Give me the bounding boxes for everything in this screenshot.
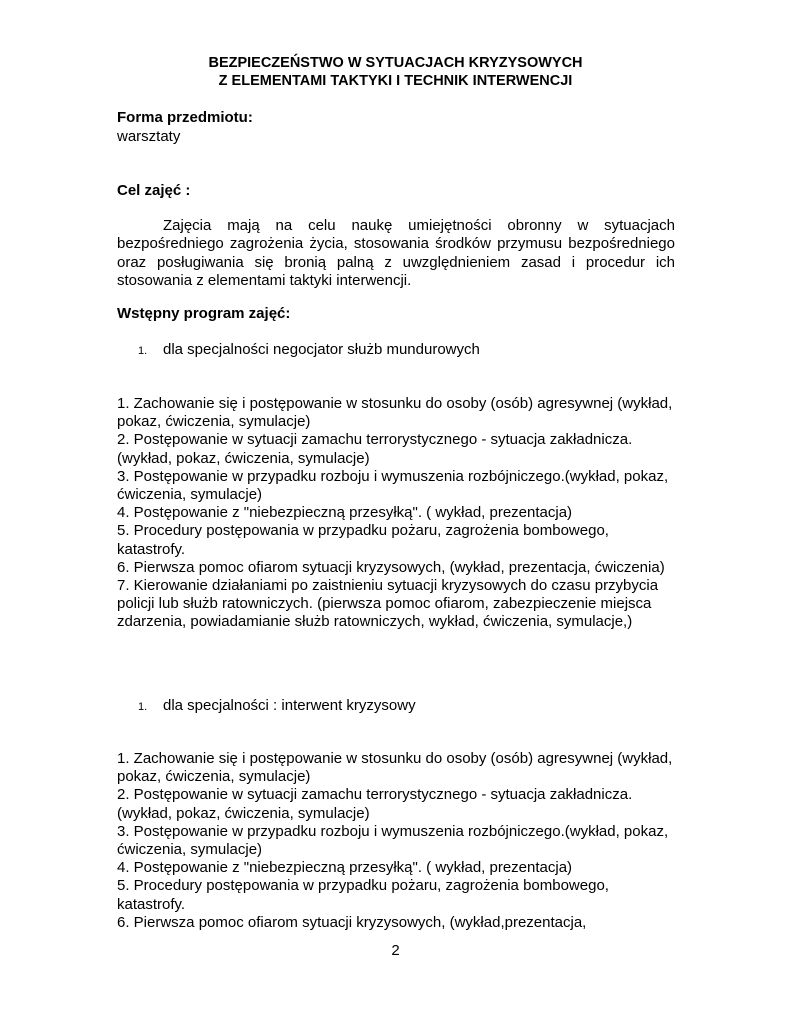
list-item: 6. Pierwsza pomoc ofiarom sytuacji kryzysowych, (wykład, prezentacja, ćwiczenia) bbox=[117, 558, 665, 576]
cel-paragraph: Zajęcia mają na celu naukę umiejętności obronny w sytuacjach bezpośredniego zagrożenia życia, stosowania środków przymusu bezpośredniego oraz posługiwania się bronią palną z uwzględnieniem zasad i procedur ich stosowania z elementami taktyki interwencji. bbox=[117, 217, 675, 289]
list-item: 4. Postępowanie z "niebezpieczną przesyłką". ( wykład, prezentacja) bbox=[117, 504, 573, 522]
spec-number: 1. bbox=[138, 701, 148, 713]
list-item: 6. Pierwsza pomoc ofiarom sytuacji kryzysowych, (wykład,prezentacja, bbox=[117, 913, 587, 931]
list-item: 3. Postępowanie w przypadku rozboju i wymuszenia rozbójniczego.(wykład, pokaz, ćwiczenia, symulacje) bbox=[117, 467, 669, 504]
spec-label: dla specjalności negocjator służb mundurowych bbox=[163, 341, 480, 358]
list-item: 4. Postępowanie z "niebezpieczną przesyłką". ( wykład, prezentacja) bbox=[117, 859, 573, 877]
page-number: 2 bbox=[391, 942, 400, 959]
list-item: 2. Postępowanie w sytuacji zamachu terrorystycznego - sytuacja zakładnicza. (wykład, pokaz, ćwiczenia, symulacje) bbox=[117, 786, 633, 822]
spec-label: dla specjalności : interwent kryzysowy bbox=[163, 697, 416, 714]
list-item: 1. Zachowanie się i postępowanie w stosunku do osoby (osób) agresywnej (wykład, pokaz, ćwiczenia, symulacje) bbox=[117, 395, 673, 431]
list-item: 3. Postępowanie w przypadku rozboju i wymuszenia rozbójniczego.(wykład, pokaz, ćwiczenia, symulacje) bbox=[117, 822, 669, 859]
cel-heading: Cel zajęć : bbox=[117, 182, 191, 199]
list-item: 5. Procedury postępowania w przypadku pożaru, zagrożenia bombowego, katastrofy. bbox=[117, 522, 609, 558]
program-list-negocjator bbox=[117, 395, 677, 632]
forma-value: warsztaty bbox=[117, 128, 181, 145]
forma-heading: Forma przedmiotu: bbox=[117, 109, 253, 126]
list-item: 7. Kierowanie działaniami po zaistnieniu sytuacji kryzysowych do czasu przybycia policji lub służb ratowniczych. (pierwsza pomoc ofiarom, zabezpieczenie miejsca zdarzenia, powiadamianie służb ratowniczych, wykład, ćwiczenia, symulacje,) bbox=[117, 577, 659, 631]
title-line-2: Z ELEMENTAMI TAKTYKI I TECHNIK INTERWENCJI bbox=[218, 73, 573, 89]
specialization-interwent bbox=[138, 697, 416, 716]
list-item: 1. Zachowanie się i postępowanie w stosunku do osoby (osób) agresywnej (wykład, pokaz, ćwiczenia, symulacje) bbox=[117, 750, 673, 786]
list-item: 2. Postępowanie w sytuacji zamachu terrorystycznego - sytuacja zakładnicza. (wykład, pokaz, ćwiczenia, symulacje) bbox=[117, 431, 633, 467]
spec-number: 1. bbox=[138, 345, 148, 357]
document-title bbox=[0, 54, 791, 90]
program-list-interwent bbox=[117, 750, 677, 932]
list-item: 5. Procedury postępowania w przypadku pożaru, zagrożenia bombowego, katastrofy. bbox=[117, 877, 609, 913]
title-line-1: BEZPIECZEŃSTWO W SYTUACJACH KRYZYSOWYCH bbox=[208, 55, 583, 71]
program-heading: Wstępny program zajęć: bbox=[117, 305, 291, 322]
specialization-negocjator bbox=[138, 341, 480, 360]
